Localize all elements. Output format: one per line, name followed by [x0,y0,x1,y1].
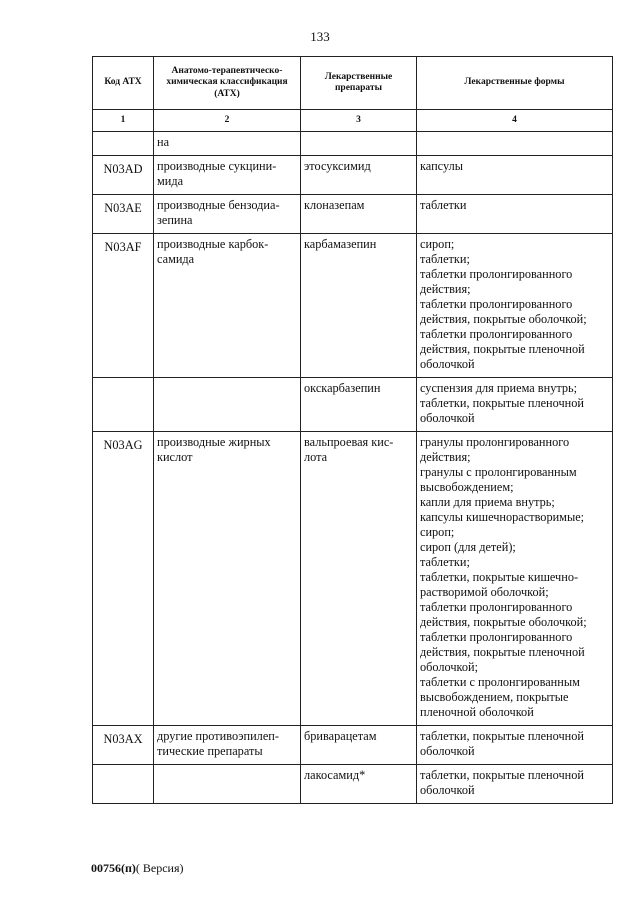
dosage-form-item: гранулы с пролонгированным высвобождением; [420,465,577,494]
dosage-form-item: таблетки, покрытые пленочной оболочкой [420,768,584,797]
footer-doc-id: 00756(п) [91,861,136,875]
dosage-form-item: капсулы [420,159,463,173]
dosage-form-item: таблетки пролонгированного действия, покрытые оболочкой; [420,297,587,326]
atx-code-cell [93,378,154,432]
classification-cell [154,765,301,804]
dosage-forms-cell [417,156,613,195]
classification-cell: производные бензодиа-зепина [154,195,301,234]
dosage-form-item: таблетки пролонгированного действия; [420,267,573,296]
table-row [93,765,613,804]
column-number: 1 [93,110,154,132]
atx-code-cell: N03AG [93,432,154,726]
dosage-form-item: капли для приема внутрь; [420,495,555,509]
atx-code-cell: N03AF [93,234,154,378]
dosage-forms-cell [417,195,613,234]
dosage-form-item: сироп (для детей); [420,540,516,554]
dosage-form-item: таблетки, покрытые пленочной оболочкой [420,396,584,425]
column-number: 2 [154,110,301,132]
column-number: 3 [301,110,417,132]
classification-cell: производные сукцини-мида [154,156,301,195]
dosage-form-item: сироп; [420,525,455,539]
atx-code-cell: N03AE [93,195,154,234]
dosage-form-item: таблетки пролонгированного действия, покрытые пленочной оболочкой; [420,630,585,674]
header-dosage-forms: Лекарственные формы [417,57,613,110]
header-atx-classification: Анатомо-терапевтическо-химическая классификация (АТХ) [154,57,301,110]
footer [91,861,184,876]
classification-cell: производные карбок-самида [154,234,301,378]
atx-code-cell [93,765,154,804]
table-row [93,156,613,195]
drug-cell: окскарбазепин [301,378,417,432]
dosage-form-item: таблетки; [420,252,470,266]
atx-code-cell: N03AX [93,726,154,765]
table-row [93,234,613,378]
table-row [93,726,613,765]
atx-code-cell: N03AD [93,156,154,195]
dosage-forms-cell [417,378,613,432]
classification-cell [154,378,301,432]
atx-table [92,56,613,804]
footer-version: ( Версия) [135,861,184,875]
drug-cell: бриварацетам [301,726,417,765]
table-row [93,432,613,726]
dosage-forms-cell [417,432,613,726]
dosage-form-item: таблетки [420,198,467,212]
drug-cell: лакосамид* [301,765,417,804]
table-row [93,378,613,432]
dosage-form-item: таблетки, покрытые пленочной оболочкой [420,729,584,758]
classification-cell: на [154,132,301,156]
dosage-forms-cell [417,765,613,804]
dosage-form-item: таблетки с пролонгированным высвобождением, покрытые пленочной оболочкой [420,675,580,719]
header-atx-code: Код АТХ [93,57,154,110]
dosage-form-item: суспензия для приема внутрь; [420,381,578,395]
table-row [93,132,613,156]
dosage-forms-cell [417,234,613,378]
header-drugs: Лекарственные препараты [301,57,417,110]
drug-cell [301,132,417,156]
drug-cell: вальпроевая кис-лота [301,432,417,726]
header-row [93,57,613,110]
column-number-row [93,110,613,132]
dosage-form-item: таблетки, покрытые кишечно-растворимой оболочкой; [420,570,579,599]
dosage-form-item: гранулы пролонгированного действия; [420,435,570,464]
dosage-form-item: таблетки пролонгированного действия, покрытые пленочной оболочкой [420,327,585,371]
dosage-form-item: капсулы кишечнорастворимые; [420,510,585,524]
drug-cell: клоназепам [301,195,417,234]
dosage-forms-cell [417,726,613,765]
dosage-form-item: таблетки пролонгированного действия, покрытые оболочкой; [420,600,587,629]
table-row [93,195,613,234]
drug-cell: карбамазепин [301,234,417,378]
dosage-form-item: сироп; [420,237,455,251]
drug-cell: этосуксимид [301,156,417,195]
atx-code-cell [93,132,154,156]
dosage-forms-cell [417,132,613,156]
classification-cell: производные жирных кислот [154,432,301,726]
page-number: 133 [310,29,330,44]
dosage-form-item: таблетки; [420,555,470,569]
classification-cell: другие противоэпилеп-тические препараты [154,726,301,765]
column-number: 4 [417,110,613,132]
